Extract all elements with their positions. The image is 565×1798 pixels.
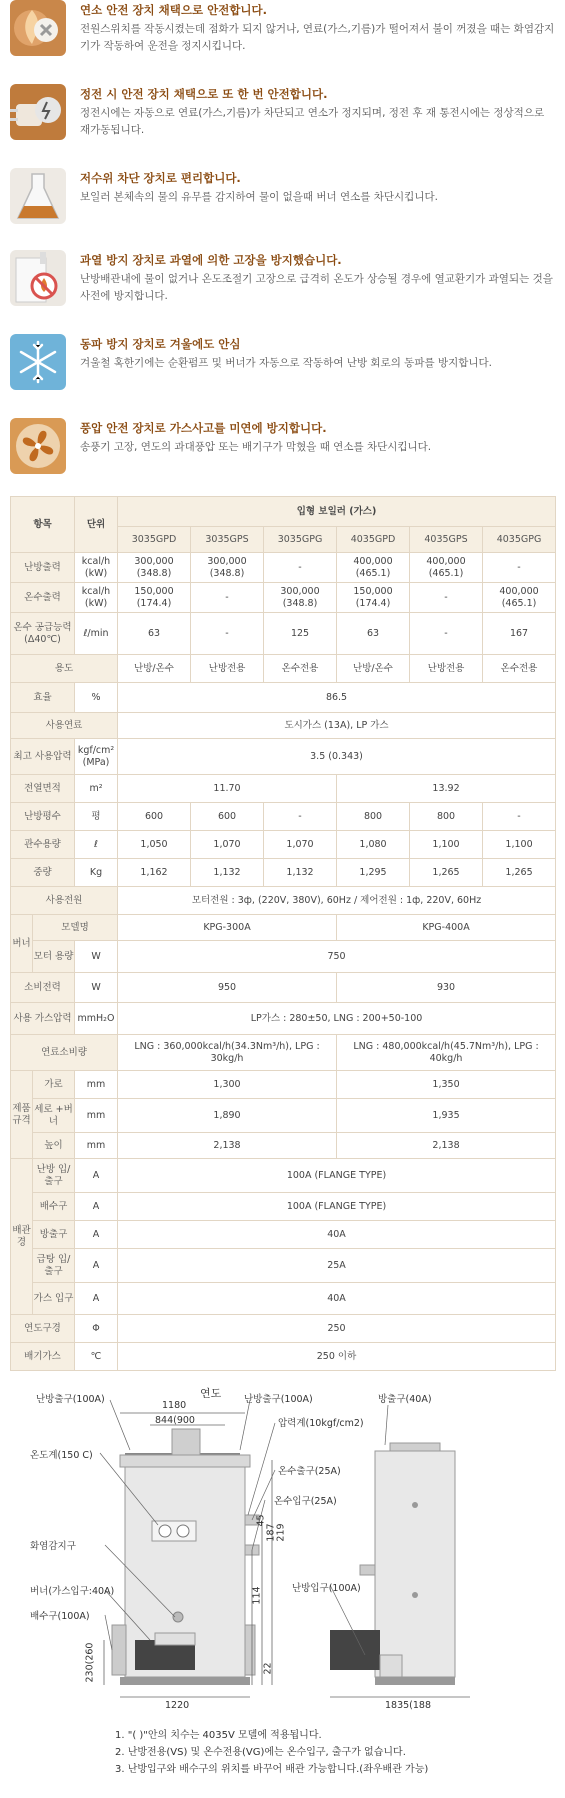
fan-icon [10,418,66,474]
spec-table [10,496,556,1371]
row-unit: mm [75,1071,118,1099]
row-label: 모터 용량 [33,941,75,973]
row-label: 모델명 [33,915,118,941]
header-unit: 단위 [75,497,118,553]
table-row [11,1035,556,1071]
header-group: 입형 보일러 (가스) [118,497,556,527]
feature-description: 정전시에는 자동으로 연료(가스,기름)가 차단되고 연소가 정지되며, 정전 후 재 통전시에는 정상적으로 재가동됩니다. [80,107,545,136]
row-label: 급탕 입/출구 [33,1249,75,1283]
cell: 300,000 (348.8) [191,553,264,583]
row-label: 난방 입/출구 [33,1159,75,1193]
row-label: 관수용량 [11,831,75,859]
note-item: 2. 난방전용(VS) 및 온수전용(VG)에는 온수입구, 출구가 없습니다. [115,1747,406,1758]
cell: 1,132 [191,859,264,887]
row-label: 사용전원 [11,887,118,915]
cell: 125 [264,613,337,655]
label-heating-inlet: 난방입구(100A) [292,1583,361,1594]
cell: 1,132 [264,859,337,887]
cell: 1,162 [118,859,191,887]
model-header: 4035GPD [337,527,410,553]
note-item: 3. 난방입구와 배수구의 위치를 바꾸어 배관 가능합니다.(좌우배관 가능) [115,1764,429,1775]
model-header: 4035GPG [483,527,556,553]
row-label: 전열면적 [11,775,75,803]
group-label: 제품 규격 [11,1071,33,1159]
row-label: 온수 공급능력 (Δ40℃) [11,613,75,655]
cell: - [191,583,264,613]
boiler-dimension-diagram [0,1385,565,1715]
label-dim-114: 114 [251,1586,263,1605]
cell: 1,070 [264,831,337,859]
cell: 930 [337,973,556,1003]
flask-icon [10,168,66,224]
table-row [11,1071,556,1099]
row-label: 사용연료 [11,713,118,739]
cell: - [410,613,483,655]
table-row [11,739,556,775]
feature-power-outage [10,84,555,142]
label-thermometer: 온도계(150 C) [30,1450,93,1461]
feature-freeze-protection [10,334,555,392]
cell: LNG : 360,000kcal/h(34.3Nm³/h), LPG : 30kg/h [118,1035,337,1071]
row-label: 가스 입구 [33,1283,75,1315]
cell: 100A (FLANGE TYPE) [118,1193,556,1221]
label-release-outlet: 방출구(40A) [378,1394,432,1405]
cell: 1,265 [410,859,483,887]
table-header-row [11,497,556,527]
cell: 1,050 [118,831,191,859]
row-label: 용도 [11,655,118,683]
feature-title: 풍압 안전 장치로 가스사고를 미연에 방지합니다. [80,421,327,435]
cell: 800 [337,803,410,831]
row-unit: kcal/h (kW) [75,553,118,583]
row-unit: A [75,1249,118,1283]
overheat-icon [10,250,66,306]
cell: 40A [118,1221,556,1249]
cell: 1,295 [337,859,410,887]
table-row [11,775,556,803]
row-label: 최고 사용압력 [11,739,75,775]
cell: KPG-300A [118,915,337,941]
label-dim-230: 230(260 [84,1642,96,1683]
label-heating-outlet: 난방출구(100A) [36,1394,105,1405]
table-row [11,1193,556,1221]
cell: 1,080 [337,831,410,859]
table-row [11,941,556,973]
table-row [11,683,556,713]
feature-description: 겨울철 혹한기에는 순환펌프 및 버너가 자동으로 작동하여 난방 회로의 동파를 방지합니다. [80,357,493,369]
row-unit: W [75,941,118,973]
group-label: 배관경 [11,1159,33,1315]
cell: 난방/온수 [118,655,191,683]
row-unit: 평 [75,803,118,831]
row-unit: ℓ/min [75,613,118,655]
table-row [11,803,556,831]
cell: - [410,583,483,613]
cell: 난방전용 [191,655,264,683]
notes [115,1727,428,1778]
cell: 86.5 [118,683,556,713]
row-unit: A [75,1283,118,1315]
cell: - [483,803,556,831]
cell: 300,000 (348.8) [264,583,337,613]
table-row [11,1003,556,1035]
cell: 750 [118,941,556,973]
cell: 400,000 (465.1) [483,583,556,613]
table-row [11,859,556,887]
label-flame-sensor: 화염감지구 [30,1541,76,1552]
row-label: 배수구 [33,1193,75,1221]
model-header: 4035GPS [410,527,483,553]
table-row [11,1315,556,1343]
cell: - [483,553,556,583]
label-pressure-gauge: 압력계(10kgf/cm2) [278,1418,364,1429]
cell: 800 [410,803,483,831]
table-row [11,1099,556,1133]
cell: 1,265 [483,859,556,887]
feature-overheat [10,250,555,308]
cell: 250 이하 [118,1343,556,1371]
cell: - [264,803,337,831]
feature-wind-pressure [10,418,555,476]
feature-description: 송풍기 고장, 연도의 과대풍압 또는 배기구가 막혔을 때 연소를 차단시킵니다. [80,441,432,453]
feature-title: 연소 안전 장치 채택으로 안전합니다. [80,3,268,17]
cell: - [264,553,337,583]
cell: 난방전용 [410,655,483,683]
feature-low-water [10,168,555,226]
label-dim-22: 22 [262,1662,274,1675]
cell: 600 [118,803,191,831]
row-label: 세로 +버너 [33,1099,75,1133]
row-label: 방출구 [33,1221,75,1249]
feature-description: 전원스위치를 작동시켰는데 점화가 되지 않거나, 연료(가스,기름)가 떨어져서 불이 꺼졌을 때는 화염감지기가 작동하여 운전을 정지시킵니다. [80,23,555,52]
header-item: 항목 [11,497,75,553]
row-unit: A [75,1193,118,1221]
group-label: 버너 [11,915,33,973]
row-label: 연료소비량 [11,1035,118,1071]
snowflake-icon [10,334,66,390]
cell: 150,000 (174.4) [118,583,191,613]
cell: 1,935 [337,1099,556,1133]
cell: 300,000 (348.8) [118,553,191,583]
label-flue: 연도 [200,1387,222,1400]
table-row [11,1249,556,1283]
cell: 13.92 [337,775,556,803]
row-label: 온수출력 [11,583,75,613]
cell: 온수전용 [264,655,337,683]
table-row [11,1133,556,1159]
row-unit: kcal/h (kW) [75,583,118,613]
cell: 100A (FLANGE TYPE) [118,1159,556,1193]
cell: 63 [337,613,410,655]
label-width-1180: 1180 [162,1400,187,1411]
row-label: 중량 [11,859,75,887]
table-row [11,553,556,583]
label-drain: 배수구(100A) [30,1611,90,1622]
cell: 1,300 [118,1071,337,1099]
label-dim-45: 45 [255,1514,267,1527]
label-width-1220: 1220 [165,1700,190,1711]
label-width-1835: 1835(188 [385,1700,432,1711]
cell: 400,000 (465.1) [337,553,410,583]
table-row [11,887,556,915]
cell: KPG-400A [337,915,556,941]
row-unit: ℃ [75,1343,118,1371]
table-row [11,1159,556,1193]
table-row [11,1221,556,1249]
feature-flame-safety [10,0,555,58]
label-dim-219: 219 [275,1523,287,1542]
cell: 온수전용 [483,655,556,683]
feature-title: 저수위 차단 장치로 편리합니다. [80,171,241,185]
row-unit: m² [75,775,118,803]
cell: 25A [118,1249,556,1283]
row-label: 난방평수 [11,803,75,831]
row-unit: mm [75,1133,118,1159]
feature-description: 난방배관내에 물이 없거나 온도조절기 고장으로 급격히 온도가 상승될 경우에 열교환기가 과열되는 것을 사전에 방지합니다. [80,273,553,302]
row-label: 연도구경 [11,1315,75,1343]
table-row [11,831,556,859]
row-unit: W [75,973,118,1003]
cell: 400,000 (465.1) [410,553,483,583]
table-row [11,973,556,1003]
row-label: 높이 [33,1133,75,1159]
cell: 167 [483,613,556,655]
row-unit: mm [75,1099,118,1133]
table-row [11,915,556,941]
cell: 63 [118,613,191,655]
row-unit: ℓ [75,831,118,859]
label-width-844: 844(900 [155,1415,195,1426]
label-hot-water-outlet: 온수출구(25A) [278,1466,341,1477]
table-row [11,713,556,739]
row-unit: A [75,1221,118,1249]
row-unit: kgf/cm² (MPa) [75,739,118,775]
row-unit: Kg [75,859,118,887]
row-label: 배기가스 [11,1343,75,1371]
cell: 1,070 [191,831,264,859]
cell: 40A [118,1283,556,1315]
note-item: 1. "( )"안의 치수는 4035V 모델에 적용됩니다. [115,1730,322,1741]
cell: 1,890 [118,1099,337,1133]
cell: LNG : 480,000kcal/h(45.7Nm³/h), LPG : 40kg/h [337,1035,556,1071]
flame-safety-icon [10,0,66,56]
cell: 2,138 [337,1133,556,1159]
label-dim-187: 187 [265,1523,277,1542]
cell: 1,100 [483,831,556,859]
row-unit: A [75,1159,118,1193]
model-header: 3035GPD [118,527,191,553]
cell: 난방/온수 [337,655,410,683]
feature-title: 동파 방지 장치로 겨울에도 안심 [80,337,241,351]
label-heating-outlet-right: 난방출구(100A) [244,1394,313,1405]
row-label: 소비전력 [11,973,75,1003]
model-header: 3035GPG [264,527,337,553]
row-label: 난방출력 [11,553,75,583]
cell: 모터전원 : 3ф, (220V, 380V), 60Hz / 제어전원 : 1ф, 220V, 60Hz [118,887,556,915]
model-header: 3035GPS [191,527,264,553]
table-row [11,583,556,613]
row-unit: mmH₂O [75,1003,118,1035]
cell: 600 [191,803,264,831]
cell: 150,000 (174.4) [337,583,410,613]
cell: 1,350 [337,1071,556,1099]
cell: 3.5 (0.343) [118,739,556,775]
cell: 도시가스 (13A), LP 가스 [118,713,556,739]
feature-title: 정전 시 안전 장치 채택으로 또 한 번 안전합니다. [80,87,328,101]
label-hot-water-inlet: 온수입구(25A) [274,1496,337,1507]
row-unit: % [75,683,118,713]
row-label: 효율 [11,683,75,713]
label-burner-gas-inlet: 버너(가스입구:40A) [30,1586,115,1597]
table-row [11,655,556,683]
cell: LP가스 : 280±50, LNG : 200+50-100 [118,1003,556,1035]
feature-title: 과열 방지 장치로 과열에 의한 고장을 방지했습니다. [80,253,342,267]
cell: 1,100 [410,831,483,859]
table-row [11,1283,556,1315]
power-plug-icon [10,84,66,140]
table-row [11,1343,556,1371]
row-label: 가로 [33,1071,75,1099]
feature-description: 보일러 본체속의 물의 유무를 감지하여 물이 없을때 버너 연소를 차단시킵니다. [80,191,438,203]
row-label: 사용 가스압력 [11,1003,75,1035]
table-row [11,613,556,655]
row-unit: Φ [75,1315,118,1343]
cell: - [191,613,264,655]
cell: 950 [118,973,337,1003]
cell: 11.70 [118,775,337,803]
cell: 250 [118,1315,556,1343]
cell: 2,138 [118,1133,337,1159]
